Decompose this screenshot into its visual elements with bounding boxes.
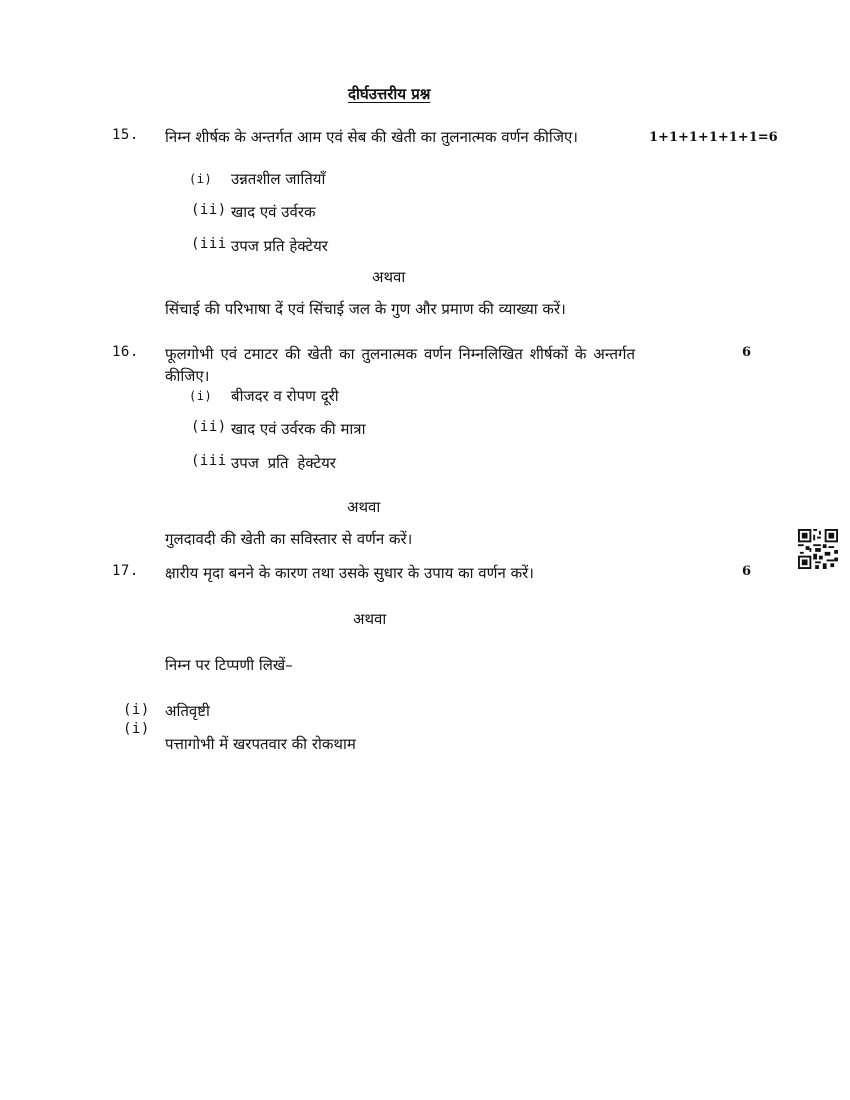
question-marks: 6: [742, 345, 752, 360]
sub-label: (ii): [191, 202, 227, 218]
question-number: 17.: [112, 563, 139, 579]
sub-text: खाद एवं उर्वरक की मात्रा: [231, 420, 366, 438]
item-text: पत्तागोभी में खरपतवार की रोकथाम: [165, 735, 356, 753]
sub-label: (ii): [191, 419, 227, 435]
alternative-question-text: सिंचाई की परिभाषा दें एवं सिंचाई जल के गुण और प्रमाण की व्याख्या करें।: [165, 300, 566, 318]
or-label: अथवा: [353, 610, 387, 628]
sub-label: (iii: [191, 236, 227, 252]
question-text: क्षारीय मृदा बनने के कारण तथा उसके सुधार के उपाय का वर्णन करें।: [165, 564, 534, 582]
question-number: 15.: [112, 127, 139, 143]
question-text: निम्न शीर्षक के अन्तर्गत आम एवं सेब की खेती का तुलनात्मक वर्णन कीजिए।: [165, 128, 578, 146]
item-label: (i): [123, 702, 150, 718]
sub-text: उपज प्रति हेक्टेयर: [231, 237, 328, 255]
item-label: (i): [123, 721, 150, 737]
sub-label: (i): [189, 389, 213, 403]
section-title: दीर्घउत्तरीय प्रश्न: [348, 85, 431, 103]
sub-text: उपज प्रति हेक्टेयर: [231, 454, 336, 472]
alternative-question-text: गुलदावदी की खेती का सविस्तार से वर्णन करें।: [165, 530, 413, 548]
sub-text: बीजदर व रोपण दूरी: [231, 387, 339, 405]
sub-text: उन्नतशील जातियाँ: [231, 170, 326, 188]
question-number: 16.: [112, 344, 139, 360]
or-label: अथवा: [372, 268, 406, 286]
qr-code-icon: [798, 529, 838, 569]
sub-label: (i): [189, 172, 213, 186]
alternative-intro: निम्न पर टिप्पणी लिखें–: [165, 656, 293, 674]
question-text: फूलगोभी एवं टमाटर की खेती का तुलनात्मक वर्णन निम्नलिखित शीर्षकों के अन्तर्गत कीजिए।: [165, 345, 635, 385]
or-label: अथवा: [347, 498, 381, 516]
sub-label: (iii: [191, 453, 227, 469]
sub-text: खाद एवं उर्वरक: [231, 203, 316, 221]
item-text: अतिवृष्टी: [165, 702, 210, 720]
question-marks: 1+1+1+1+1+1=6: [649, 130, 778, 145]
question-marks: 6: [742, 564, 752, 579]
